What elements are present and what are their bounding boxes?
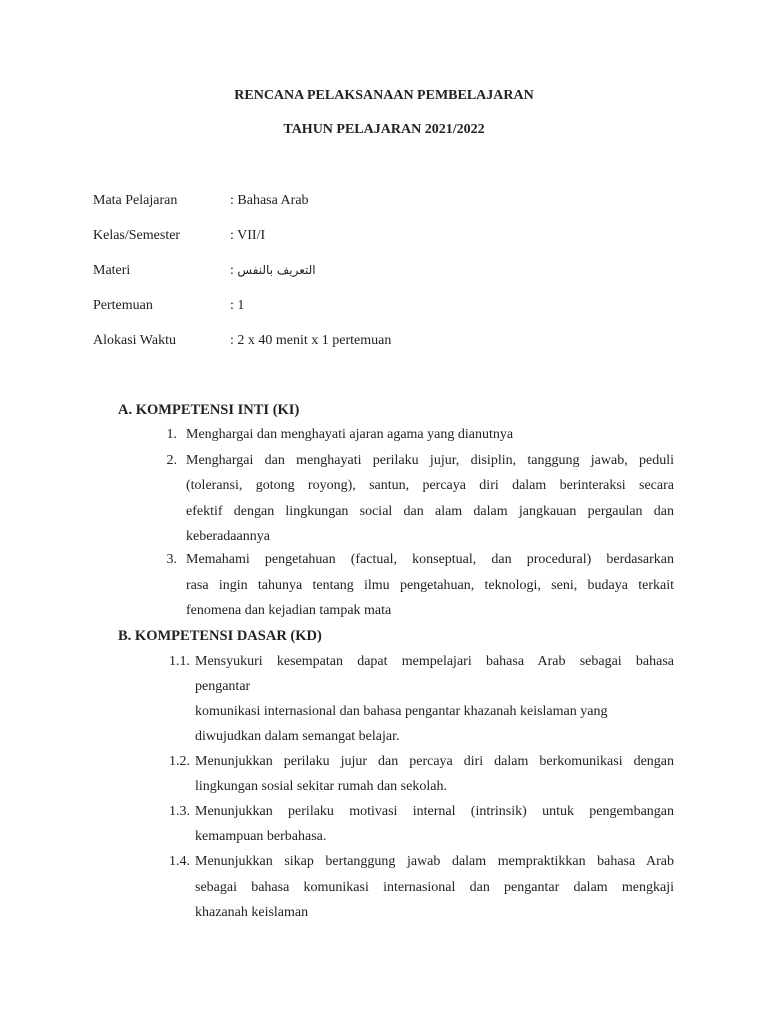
info-value-material	[230, 263, 316, 279]
list-item-number: 1.1.	[169, 654, 190, 669]
list-item-line: khazanah keislaman	[195, 905, 309, 920]
info-value-material-arabic: التعريف بالنفس	[237, 263, 316, 277]
list-item-number: 1.2.	[169, 754, 190, 769]
info-label-material: Materi	[93, 263, 131, 278]
list-item-number: 1.4.	[169, 854, 190, 869]
list-item-number: 1.3.	[169, 804, 190, 819]
document-title: RENCANA PELAKSANAAN PEMBELAJARAN	[234, 88, 534, 103]
info-label-subject: Mata Pelajaran	[93, 193, 178, 208]
list-item-line: Menunjukkan sikap bertanggung jawab dalam mempraktikkan bahasa Arab	[195, 854, 674, 869]
info-label-time: Alokasi Waktu	[93, 333, 176, 348]
section-b-heading: B. KOMPETENSI DASAR (KD)	[118, 628, 322, 644]
list-item-line: Memahami pengetahuan (factual, konseptual, dan procedural) berdasarkan	[186, 552, 674, 567]
list-item-line: efektif dengan lingkungan social dan alam dalam jangkauan pergaulan dan	[186, 504, 674, 519]
info-value-material-colon: :	[230, 263, 238, 278]
list-item-line: Menghargai dan menghayati ajaran agama yang dianutnya	[186, 427, 514, 442]
list-item-line: Menunjukkan perilaku jujur dan percaya diri dalam berkomunikasi dengan	[195, 754, 674, 769]
list-item-line: Menunjukkan perilaku motivasi internal (intrinsik) untuk pengembangan	[195, 804, 674, 819]
list-item-line: keberadaannya	[186, 529, 270, 544]
list-item-line: lingkungan sosial sekitar rumah dan sekolah.	[195, 779, 447, 794]
info-label-meeting: Pertemuan	[93, 298, 153, 313]
list-item-line: Mensyukuri kesempatan dapat mempelajari bahasa Arab sebagai bahasa	[195, 654, 674, 669]
list-item-line: kemampuan berbahasa.	[195, 829, 327, 844]
info-value-meeting: : 1	[230, 298, 245, 313]
list-item-line: rasa ingin tahunya tentang ilmu pengetahuan, teknologi, seni, budaya terkait	[186, 578, 674, 593]
academic-year: TAHUN PELAJARAN 2021/2022	[283, 122, 485, 137]
info-value-subject: : Bahasa Arab	[230, 193, 309, 208]
info-label-class: Kelas/Semester	[93, 228, 181, 243]
list-item-line: Menghargai dan menghayati perilaku jujur, disiplin, tanggung jawab, peduli	[186, 453, 674, 468]
list-item-line: pengantar	[195, 679, 251, 694]
info-value-time: : 2 x 40 menit x 1 pertemuan	[230, 333, 392, 348]
section-a-heading: A. KOMPETENSI INTI (KI)	[118, 402, 300, 418]
list-item-line: komunikasi internasional dan bahasa pengantar khazanah keislaman yang	[195, 704, 608, 719]
list-item-line: diwujudkan dalam semangat belajar.	[195, 729, 400, 744]
list-item-number: 3.	[166, 552, 177, 567]
list-item-number: 1.	[166, 427, 177, 442]
list-item-line: (toleransi, gotong royong), santun, percaya diri dalam berinteraksi secara	[186, 478, 674, 493]
list-item-line: sebagai bahasa komunikasi internasional dan pengantar dalam mengkaji	[195, 880, 674, 895]
info-value-class: : VII/I	[230, 228, 266, 243]
list-item-line: fenomena dan kejadian tampak mata	[186, 603, 392, 618]
list-item-number: 2.	[166, 453, 177, 468]
